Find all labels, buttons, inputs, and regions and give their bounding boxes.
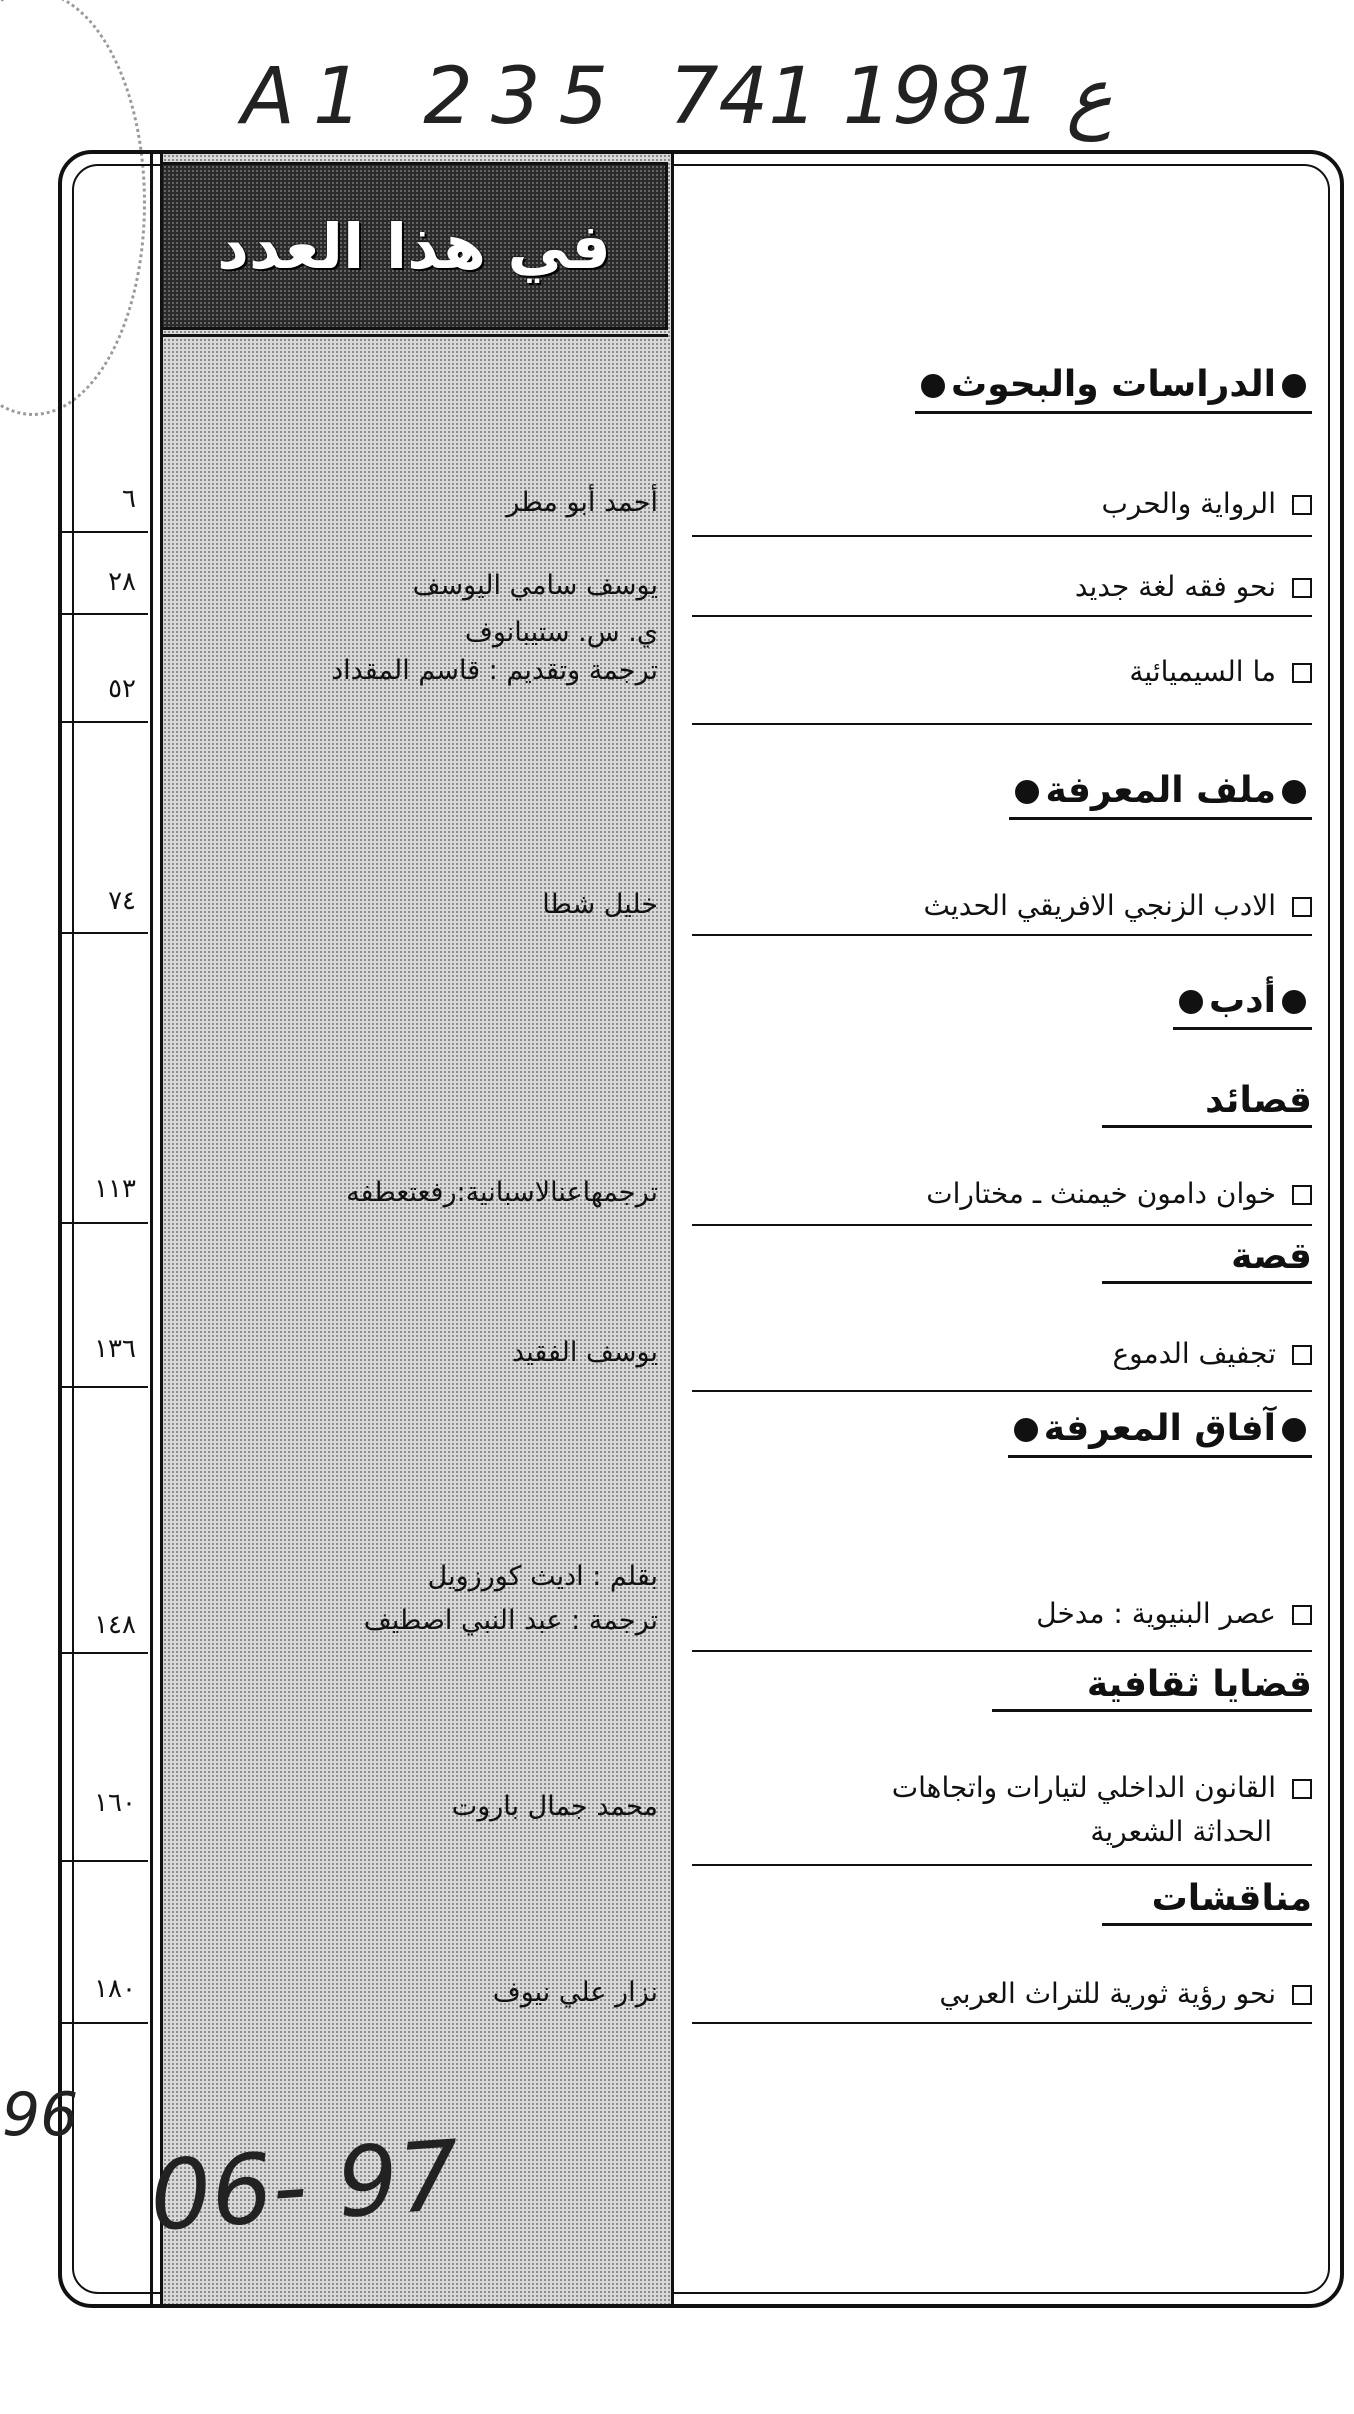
checkbox-square-icon — [1292, 1185, 1312, 1205]
subsection-heading-poems: قصائد — [1102, 1080, 1312, 1128]
entry-rule — [692, 1224, 1312, 1226]
entry-title: الرواية والحرب — [1101, 487, 1276, 520]
contents-frame — [58, 150, 1344, 2308]
entry-page-number: ١٦٠ — [94, 1788, 136, 1818]
entry-page-number: ٦ — [122, 484, 136, 514]
section-heading-knowledge-file — [1009, 770, 1312, 820]
bullet-icon — [1015, 780, 1039, 804]
entry-rule — [692, 1864, 1312, 1866]
toc-entry[interactable] — [892, 1768, 1312, 1812]
checkbox-square-icon — [1292, 663, 1312, 683]
number-rule — [62, 531, 148, 533]
checkbox-square-icon — [1292, 1985, 1312, 2005]
entry-title: نحو رؤية ثورية للتراث العربي — [939, 1977, 1276, 2010]
handwritten-fragment: 96 — [2, 2080, 79, 2150]
entry-title: القانون الداخلي لتيارات واتجاهات — [891, 1771, 1276, 1804]
section-heading-horizons — [1008, 1408, 1312, 1458]
bullet-icon — [921, 374, 945, 398]
entry-translator: ترجمة : عبد النبي اصطيف — [363, 1605, 658, 1636]
entry-translator: ترجمة وتقديم : قاسم المقداد — [331, 655, 658, 686]
entry-title: خوان دامون خيمنث ـ مختارات — [926, 1177, 1276, 1210]
entry-author: يوسف سامي اليوسف — [412, 570, 658, 601]
entry-title: الادب الزنجي الافريقي الحديث — [923, 889, 1276, 922]
number-rule — [62, 1860, 148, 1862]
section-heading-literature — [1173, 980, 1312, 1030]
entry-title: نحو فقه لغة جديد — [1074, 570, 1276, 603]
toc-entry[interactable] — [1112, 1334, 1312, 1378]
number-rule — [62, 613, 148, 615]
entry-rule — [692, 535, 1312, 537]
entry-title: ما السيميائية — [1129, 655, 1276, 688]
entry-page-number: ٧٤ — [108, 886, 136, 916]
toc-entry[interactable] — [1075, 567, 1312, 611]
entry-author: أحمد أبو مطر — [506, 487, 658, 518]
entry-page-number: ١٣٦ — [94, 1334, 136, 1364]
entry-author: بقلم : اديث كورزويل — [427, 1561, 658, 1592]
section-title: آفاق المعرفة — [1043, 1408, 1276, 1449]
entry-author: ترجمهاعنالاسبانية:رفعتعطفه — [346, 1177, 658, 1208]
number-rule — [62, 932, 148, 934]
banner-separator — [160, 334, 668, 337]
entry-title-continuation: الحداثة الشعرية — [1090, 1815, 1272, 1848]
checkbox-square-icon — [1292, 578, 1312, 598]
section-heading-studies — [915, 364, 1312, 414]
entry-rule — [692, 2022, 1312, 2024]
number-rule — [62, 1222, 148, 1224]
subsection-heading-story: قصة — [1102, 1236, 1312, 1284]
number-rule — [62, 721, 148, 723]
toc-entry[interactable] — [1129, 652, 1312, 696]
entry-page-number: ١٨٠ — [94, 1974, 136, 2004]
checkbox-square-icon — [1292, 1779, 1312, 1799]
bullet-icon — [1179, 990, 1203, 1014]
banner-title: في هذا العدد — [217, 209, 611, 283]
bullet-icon — [1282, 780, 1306, 804]
entry-author: ي. س. ستيبانوف — [464, 617, 658, 648]
entry-rule — [692, 1390, 1312, 1392]
entry-title: تجفيف الدموع — [1112, 1337, 1276, 1370]
entry-rule — [692, 934, 1312, 936]
entry-author: نزار علي نيوف — [492, 1977, 658, 2008]
number-rule — [62, 2022, 148, 2024]
section-title: الدراسات والبحوث — [951, 364, 1276, 405]
entry-author: خليل شطا — [542, 889, 658, 920]
checkbox-square-icon — [1292, 897, 1312, 917]
entry-title: عصر البنيوية : مدخل — [1036, 1597, 1276, 1630]
section-title: أدب — [1209, 980, 1276, 1021]
entry-page-number: ٢٨ — [108, 567, 136, 597]
handwritten-date-note: 06- 97 — [146, 2119, 463, 2253]
bullet-icon — [1282, 374, 1306, 398]
section-heading-cultural-issues: قضايا ثقافية — [992, 1664, 1312, 1712]
toc-entry[interactable] — [1036, 1594, 1312, 1638]
section-title: ملف المعرفة — [1045, 770, 1276, 811]
entry-rule — [692, 615, 1312, 617]
checkbox-square-icon — [1292, 1605, 1312, 1625]
toc-entry[interactable] — [1102, 484, 1312, 528]
toc-entry[interactable] — [924, 886, 1313, 930]
toc-entry[interactable] — [926, 1174, 1312, 1218]
bullet-icon — [1014, 1418, 1038, 1442]
bullet-icon — [1282, 990, 1306, 1014]
entry-page-number: ١٤٨ — [94, 1610, 136, 1640]
entry-page-number: ٥٢ — [108, 674, 136, 704]
entry-page-number: ١١٣ — [94, 1174, 136, 1204]
number-rule — [62, 1652, 148, 1654]
entry-rule — [692, 1650, 1312, 1652]
handwritten-catalog-number: A1 235 ع 1981 741 — [241, 52, 1113, 142]
checkbox-square-icon — [1292, 1345, 1312, 1365]
checkbox-square-icon — [1292, 495, 1312, 515]
section-heading-discussions: مناقشات — [1102, 1878, 1312, 1926]
entry-author: محمد جمال باروت — [451, 1791, 658, 1822]
entry-author: يوسف الفقيد — [512, 1337, 658, 1368]
banner — [160, 162, 668, 330]
bullet-icon — [1282, 1418, 1306, 1442]
entry-rule — [692, 723, 1312, 725]
toc-entry[interactable] — [939, 1974, 1312, 2018]
number-rule — [62, 1386, 148, 1388]
